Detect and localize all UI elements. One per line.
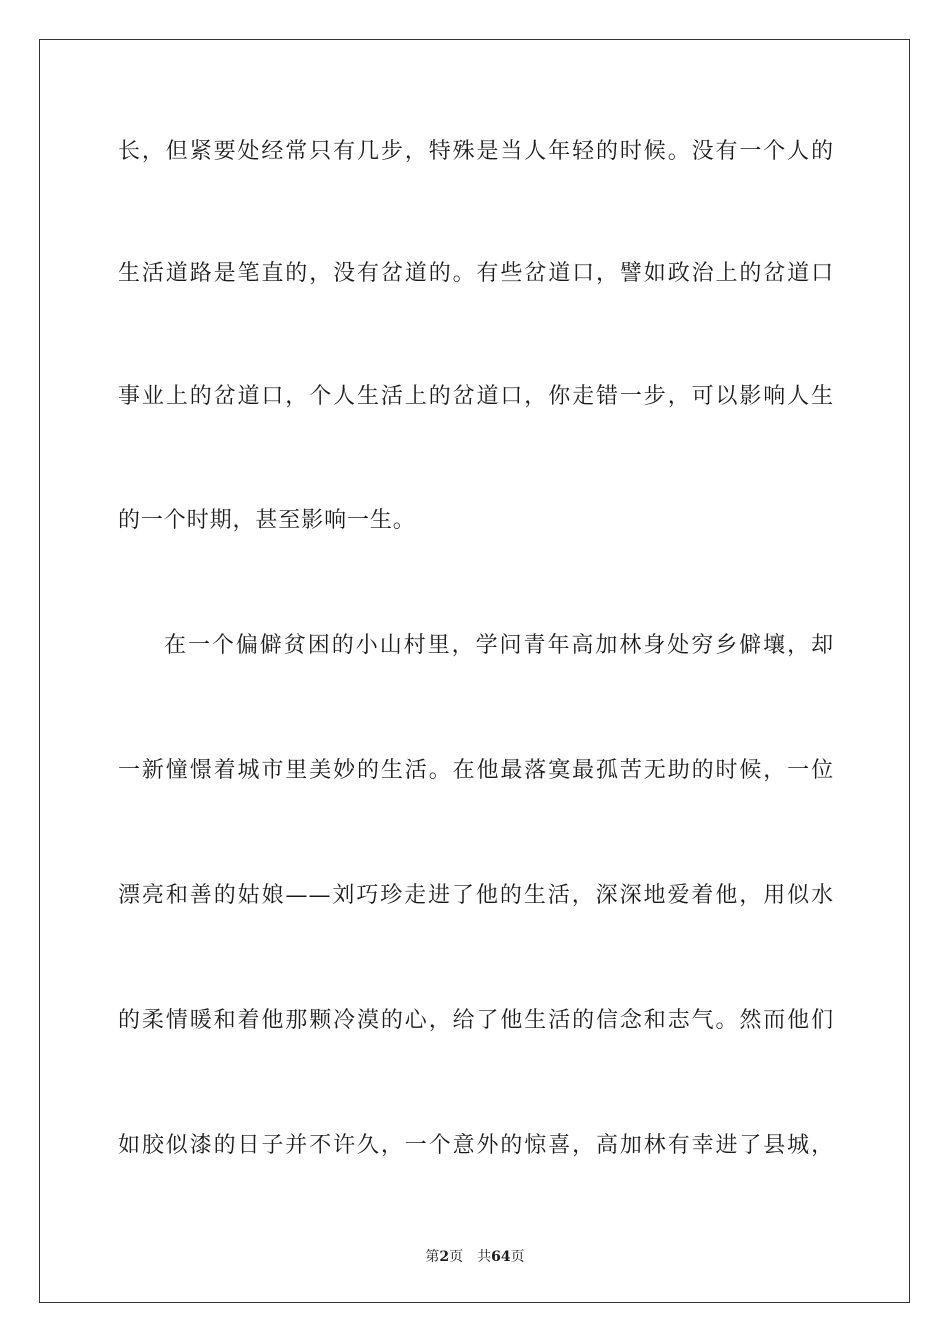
body-line-2: 生活道路是笔直的，没有岔道的。有些岔道口，譬如政治上的岔道口 <box>118 261 834 286</box>
page-footer <box>0 1247 950 1267</box>
body-line-4: 的一个时期，甚至影响一生。 <box>118 508 416 533</box>
paragraph-2-line-1: 在一个偏僻贫困的小山村里，学问青年高加林身处穷乡僻壤，却 <box>164 633 834 658</box>
footer-page-suffix: 页 <box>449 1249 464 1265</box>
footer-total-suffix: 页 <box>510 1249 525 1265</box>
footer-total-prefix: 共 <box>477 1249 492 1265</box>
footer-page-prefix: 第 <box>425 1249 440 1265</box>
page-border <box>39 39 910 1303</box>
footer-page-number: 2 <box>439 1249 450 1265</box>
paragraph-2-line-5: 如胶似漆的日子并不许久，一个意外的惊喜，高加林有幸进了县城， <box>118 1133 834 1158</box>
footer-total-pages: 64 <box>491 1249 511 1265</box>
paragraph-2-line-4: 的柔情暖和着他那颗冷漠的心，给了他生活的信念和志气。然而他们 <box>118 1008 834 1033</box>
paragraph-2-line-2: 一新憧憬着城市里美妙的生活。在他最落寞最孤苦无助的时候，一位 <box>118 758 834 783</box>
body-line-1: 长，但紧要处经常只有几步，特殊是当人年轻的时候。没有一个人的 <box>118 139 834 164</box>
paragraph-2-line-3: 漂亮和善的姑娘——刘巧珍走进了他的生活，深深地爱着他，用似水 <box>118 883 834 908</box>
body-line-3: 事业上的岔道口，个人生活上的岔道口，你走错一步，可以影响人生 <box>118 384 834 409</box>
